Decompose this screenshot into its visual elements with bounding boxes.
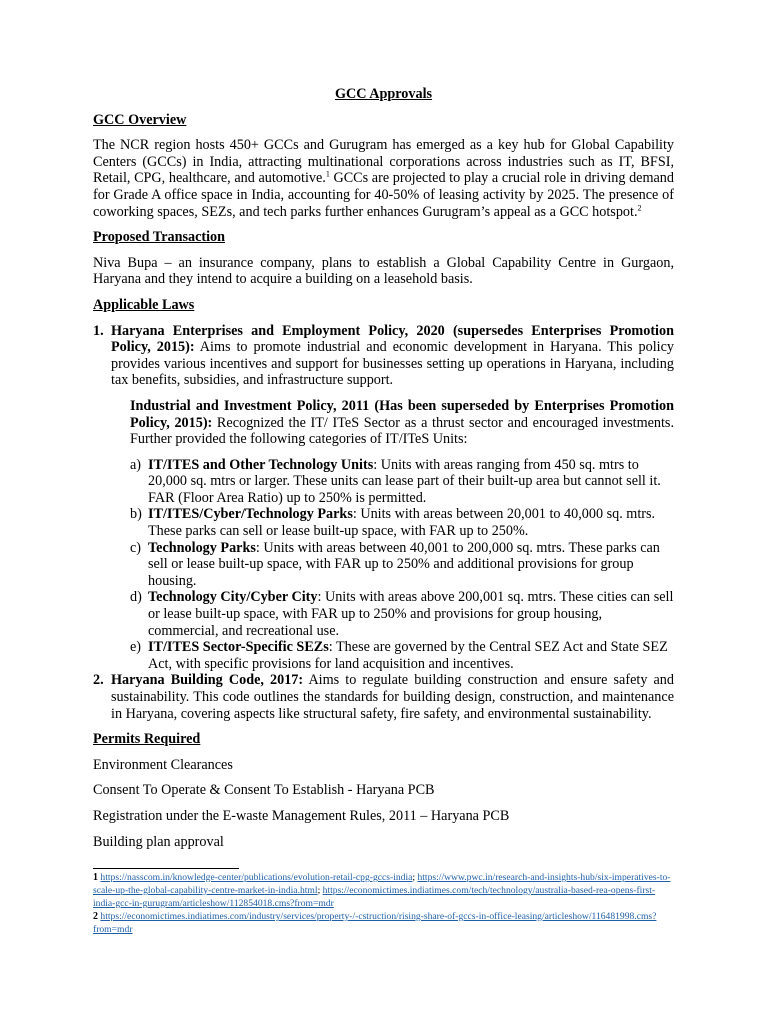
footnote-2 <box>93 910 675 936</box>
overview-heading: GCC Overview <box>93 111 187 128</box>
unit-text: : These are governed by the Central SEZ Act and State SEZ Act, with specific provisions for land acquisition and incentives. <box>148 639 668 672</box>
transaction-heading: Proposed Transaction <box>93 229 226 246</box>
permits-heading: Permits Required <box>93 731 201 748</box>
subpolicy-title: Industrial and Investment Policy, 2011 (Has been superseded by Enterprises Promotion Policy, 2015): <box>130 397 674 431</box>
footnote-link[interactable]: https://nasscom.in/knowledge-center/publications/evolution-retail-cpg-gccs-india <box>100 872 413 883</box>
unit-letter: a) <box>130 456 142 473</box>
unit-category-item <box>130 506 674 539</box>
transaction-paragraph: Niva Bupa – an insurance company, plans to establish a Global Capability Centre in Gurgaon, Haryana and they intend to acquire a building on a leasehold basis. <box>93 254 674 288</box>
footnote-separator <box>93 868 239 869</box>
law-number: 1. <box>93 322 104 339</box>
laws-list <box>93 323 674 723</box>
footnote-1 <box>93 871 675 910</box>
unit-letter: d) <box>130 589 142 606</box>
law-title: Haryana Building Code, 2017: <box>111 672 304 689</box>
footnote-ref-2[interactable]: 2 <box>637 202 642 212</box>
unit-category-item <box>130 589 674 639</box>
permit-item: Consent To Operate & Consent To Establish - Haryana PCB <box>93 782 435 799</box>
permit-item: Environment Clearances <box>93 756 233 773</box>
footnote-separator-text: ; <box>412 872 418 883</box>
subpolicy-text: Recognized the IT/ ITeS Sector as a thrust sector and encouraged investments. Further provided the following categories of IT/ITeS Units: <box>130 414 675 448</box>
overview-paragraph <box>93 137 674 220</box>
unit-letter: e) <box>130 639 142 656</box>
document-page <box>93 86 674 859</box>
footnote-link[interactable]: https://economictimes.indiatimes.com/industry/services/property-/-cstruction/rising-share-of-gccs-in-office-leasing/articleshow/116481998.cms?from=mdr <box>93 911 657 935</box>
footnote-separator-text: ; <box>317 885 323 896</box>
footnote-link[interactable]: https://economictimes.indiatimes.com/tech/technology/australia-based-rea-opens-first-india-gcc-in-gurugram/articleshow/112854018.cms?from=mdr <box>93 885 656 909</box>
footnote-mark: 2 <box>93 911 98 922</box>
unit-text: : Units with areas between 20,001 to 40,000 sq. mtrs. These parks can sell or lease built-up space, with FAR up to 250%. <box>148 506 656 540</box>
law-item <box>93 672 674 722</box>
unit-letter: c) <box>130 539 142 556</box>
permit-item: Registration under the E-waste Management Rules, 2011 – Haryana PCB <box>93 807 510 824</box>
unit-category-item <box>130 540 674 590</box>
footnote-link[interactable]: https://www.pwc.in/research-and-insights-hub/six-imperatives-to-scale-up-the-global-capability-centre-market-in-india.html <box>93 872 671 896</box>
unit-title: Technology City/Cyber City <box>148 589 318 606</box>
law-number: 2. <box>93 672 104 689</box>
unit-text: : Units with areas ranging from 450 sq. mtrs to 20,000 sq. mtrs or larger. These units can lease part of their built-up area but cannot sell it. FAR (Floor Area Ratio) up to 250% is permitted. <box>148 456 661 506</box>
unit-title: IT/ITES and Other Technology Units <box>148 456 374 473</box>
law-text: Aims to promote industrial and economic development in Haryana. This policy provides various incentives and support for businesses setting up operations in Haryana, including tax benefits, subsidies, and infrastructure support. <box>111 339 675 389</box>
subpolicy-paragraph <box>130 398 674 448</box>
unit-categories-list <box>130 457 674 673</box>
law-text: Aims to regulate building construction and ensure safety and sustainability. This code outlines the standards for building design, construction, and maintenance in Haryana, covering aspects like structural safety, fire safety, and environmental sustainability. <box>111 672 674 722</box>
law-title: Haryana Enterprises and Employment Policy, 2020 (supersedes Enterprises Promotion Policy, 2015): <box>111 322 674 356</box>
unit-title: IT/ITES Sector-Specific SEZs <box>148 639 329 656</box>
unit-title: Technology Parks <box>148 539 256 556</box>
unit-category-item <box>130 639 674 672</box>
laws-heading: Applicable Laws <box>93 296 195 313</box>
footnotes <box>93 871 675 936</box>
unit-title: IT/ITES/Cyber/Technology Parks <box>148 506 353 523</box>
unit-category-item <box>130 457 674 507</box>
unit-text: : Units with areas between 40,001 to 200,000 sq. mtrs. These parks can sell or lease built-up space, with FAR up to 250% and additional provisions for group housing. <box>148 539 660 589</box>
overview-text-1: The NCR region hosts 450+ GCCs and Gurugram has emerged as a key hub for Global Capability Centers (GCCs) in India, attracting multinational corporations across industries such as IT, BFSI, Retail, CPG, healthcare, and automotive. <box>93 137 674 187</box>
unit-text: : Units with areas above 200,001 sq. mtrs. These cities can sell or lease built-up space, with FAR up to 250% and provisions for group housing, commercial, and recreational use. <box>148 589 674 639</box>
law-item <box>93 323 674 673</box>
overview-text-2: GCCs are projected to play a crucial role in driving demand for Grade A office space in India, accounting for 40-50% of leasing activity by 2025. The presence of coworking spaces, SEZs, and tech parks further enhances Gurugram’s appeal as a GCC hotspot. <box>93 170 674 220</box>
document-title: GCC Approvals <box>334 86 433 102</box>
unit-letter: b) <box>130 506 142 523</box>
permit-item: Building plan approval <box>93 833 224 850</box>
footnote-mark: 1 <box>93 872 98 883</box>
footnote-ref-1[interactable]: 1 <box>325 169 330 179</box>
